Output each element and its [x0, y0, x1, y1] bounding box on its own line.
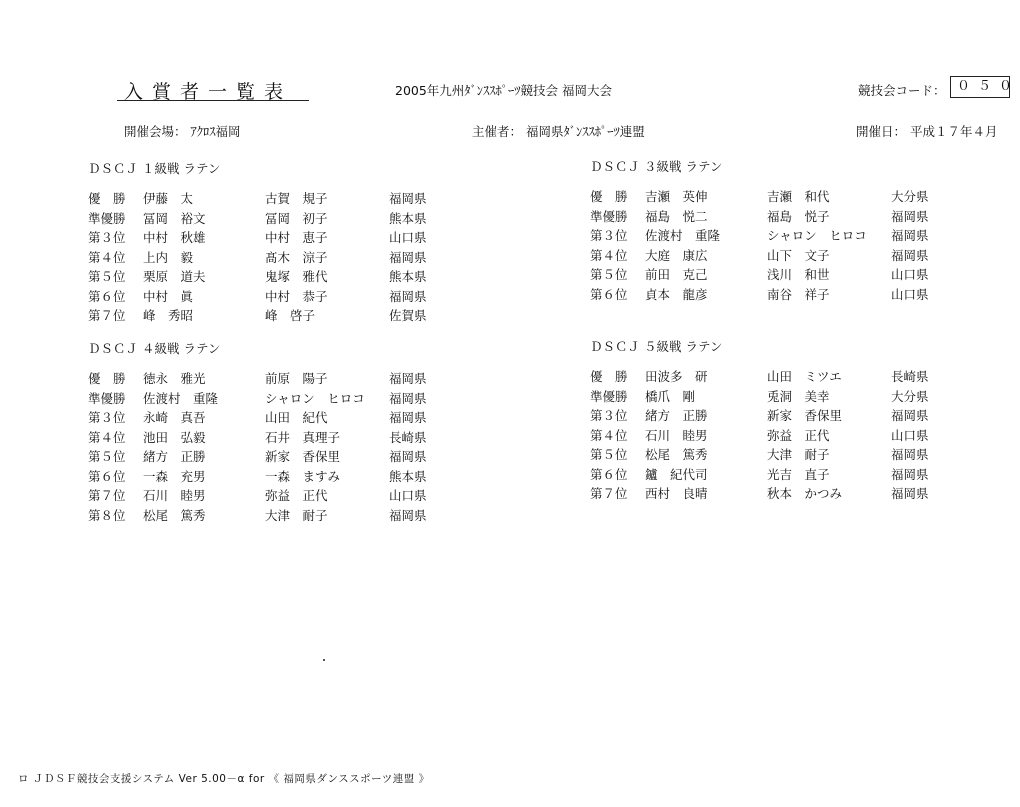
placing: 第６位 [590, 286, 628, 302]
leader-name: 栗原 道夫 [143, 269, 206, 284]
placing: 第７位 [590, 486, 628, 501]
partner-name: 鬼塚 雅代 [265, 269, 328, 284]
result-row [88, 389, 427, 409]
result-row [88, 189, 427, 209]
result-row [590, 484, 929, 504]
placing: 準優勝 [590, 208, 628, 224]
title-underline [117, 100, 309, 101]
partner-name: 南谷 祥子 [767, 286, 830, 302]
placing: 第３位 [88, 410, 126, 425]
footer-system-info: ロ ＪＤＳＦ競技会支援システム Ver 5.00－α for 《 福岡県ダンススポーツ連盟 》 [18, 773, 430, 785]
prefecture: 福岡県 [389, 507, 427, 523]
placing: 第３位 [590, 408, 628, 423]
partner-name: 中村 恭子 [265, 288, 328, 304]
placing: 準優勝 [88, 390, 126, 406]
leader-name: 緒方 正勝 [143, 449, 206, 464]
leader-name: 吉瀬 英伸 [645, 189, 708, 204]
section-title: ＤＳＣＪ ４級戦 ラテン [88, 341, 221, 356]
placing: 第５位 [590, 447, 628, 462]
result-row [88, 267, 427, 287]
prefecture: 熊本県 [389, 468, 427, 484]
result-row [88, 306, 427, 326]
partner-name: 弥益 正代 [265, 488, 328, 503]
leader-name: 佐渡村 重隆 [143, 390, 219, 406]
result-row [590, 367, 929, 387]
competition-code-label: 競技会コード： [858, 83, 946, 98]
prefecture: 大分県 [891, 388, 929, 404]
prefecture: 福岡県 [891, 208, 929, 224]
prefecture: 福岡県 [389, 390, 427, 406]
placing: 第４位 [88, 249, 126, 265]
leader-name: 一森 充男 [143, 468, 206, 484]
prefecture: 福岡県 [389, 249, 427, 265]
leader-name: 永崎 真吾 [143, 410, 206, 425]
result-row [88, 369, 427, 389]
leader-name: 大庭 康広 [645, 247, 708, 263]
partner-name: 新家 香保里 [265, 449, 341, 464]
section-class3-latin [590, 157, 929, 304]
result-row [590, 445, 929, 465]
placing: 第６位 [88, 468, 126, 484]
result-row [88, 506, 427, 526]
leader-name: 貞本 龍彦 [645, 286, 708, 302]
prefecture: 山口県 [389, 488, 427, 503]
prefecture: 山口県 [389, 230, 427, 245]
placing: 第７位 [88, 308, 126, 323]
placing: 優 勝 [590, 189, 628, 204]
leader-name: 西村 良晴 [645, 486, 708, 501]
partner-name: 兎洞 美幸 [767, 388, 830, 404]
leader-name: 石川 睦男 [645, 427, 708, 443]
prefecture: 大分県 [891, 189, 929, 204]
placing: 第５位 [88, 449, 126, 464]
partner-name: 吉瀬 和代 [767, 189, 830, 204]
placing: 第６位 [88, 288, 126, 304]
placing: 優 勝 [88, 191, 126, 206]
partner-name: 大津 耐子 [767, 447, 830, 462]
partner-name: シャロン ヒロコ [265, 390, 365, 406]
prefecture: 熊本県 [389, 269, 427, 284]
section-title: ＤＳＣＪ １級戦 ラテン [88, 161, 221, 176]
partner-name: 前原 陽子 [265, 371, 328, 386]
placing: 第８位 [88, 507, 126, 523]
partner-name: 浅川 和世 [767, 267, 830, 282]
result-row [590, 265, 929, 285]
venue: 開催会場： ｱｸﾛｽ福岡 [124, 124, 241, 139]
partner-name: 冨岡 初子 [265, 210, 328, 226]
leader-name: 池田 弘毅 [143, 429, 206, 445]
result-row [88, 408, 427, 428]
prefecture: 福岡県 [389, 191, 427, 206]
prefecture: 福岡県 [891, 408, 929, 423]
placing: 第５位 [88, 269, 126, 284]
result-row [88, 486, 427, 506]
leader-name: 福島 悦二 [645, 208, 708, 224]
leader-name: 佐渡村 重隆 [645, 228, 721, 243]
result-row [88, 447, 427, 467]
leader-name: 前田 克己 [645, 267, 708, 282]
partner-name: シャロン ヒロコ [767, 228, 867, 243]
leader-name: 鑪 紀代司 [645, 466, 708, 482]
partner-name: 弥益 正代 [767, 427, 830, 443]
partner-name: 中村 恵子 [265, 230, 328, 245]
document-title: 入賞者一覧表 [124, 81, 293, 103]
partner-name: 石井 真理子 [265, 429, 341, 445]
result-row [590, 406, 929, 426]
leader-name: 石川 睦男 [143, 488, 206, 503]
partner-name: 光吉 直子 [767, 466, 830, 482]
partner-name: 福島 悦子 [767, 208, 830, 224]
result-row [88, 467, 427, 487]
leader-name: 徳永 雅光 [143, 371, 206, 386]
leader-name: 緒方 正勝 [645, 408, 708, 423]
placing: 準優勝 [590, 388, 628, 404]
partner-name: 古賀 規子 [265, 191, 328, 206]
placing: 第４位 [590, 247, 628, 263]
partner-name: 大津 耐子 [265, 507, 328, 523]
result-row [88, 209, 427, 229]
partner-name: 峰 啓子 [265, 308, 316, 323]
result-row [590, 246, 929, 266]
prefecture: 福岡県 [389, 410, 427, 425]
partner-name: 一森 ますみ [265, 468, 341, 484]
placing: 第３位 [590, 228, 628, 243]
partner-name: 山下 文子 [767, 247, 830, 263]
prefecture: 福岡県 [891, 228, 929, 243]
result-row [88, 248, 427, 268]
placing: 第６位 [590, 466, 628, 482]
scan-dot [323, 659, 325, 661]
partner-name: 秋本 かつみ [767, 486, 843, 501]
prefecture: 山口県 [891, 427, 929, 443]
prefecture: 長崎県 [891, 369, 929, 384]
partner-name: 山田 紀代 [265, 410, 328, 425]
prefecture: 福岡県 [891, 247, 929, 263]
result-row [590, 387, 929, 407]
prefecture: 福岡県 [891, 466, 929, 482]
result-row [88, 428, 427, 448]
result-row [88, 228, 427, 248]
leader-name: 伊藤 太 [143, 191, 194, 206]
event-name: 2005年九州ﾀﾞﾝｽｽﾎﾟｰﾂ競技会 福岡大会 [395, 83, 613, 98]
placing: 準優勝 [88, 210, 126, 226]
placing: 優 勝 [590, 369, 628, 384]
partner-name: 新家 香保里 [767, 408, 843, 423]
section-class1-latin [88, 159, 427, 326]
organizer: 主催者： 福岡県ﾀﾞﾝｽｽﾎﾟｰﾂ連盟 [472, 124, 645, 139]
result-row [590, 285, 929, 305]
leader-name: 松尾 篤秀 [645, 447, 708, 462]
leader-name: 中村 秋雄 [143, 230, 206, 245]
result-row [590, 465, 929, 485]
competition-code-box: ０５０ [950, 76, 1010, 98]
prefecture: 福岡県 [389, 449, 427, 464]
placing: 第３位 [88, 230, 126, 245]
prefecture: 福岡県 [891, 486, 929, 501]
section-title: ＤＳＣＪ ３級戦 ラテン [590, 159, 723, 174]
placing: 優 勝 [88, 371, 126, 386]
placing: 第４位 [590, 427, 628, 443]
placing: 第７位 [88, 488, 126, 503]
prefecture: 山口県 [891, 286, 929, 302]
section-title: ＤＳＣＪ ５級戦 ラテン [590, 339, 723, 354]
result-row [88, 287, 427, 307]
placing: 第４位 [88, 429, 126, 445]
result-row [590, 187, 929, 207]
prefecture: 山口県 [891, 267, 929, 282]
partner-name: 髙木 涼子 [265, 249, 328, 265]
section-class5-latin [590, 337, 929, 504]
result-row [590, 207, 929, 227]
section-class4-latin [88, 339, 427, 525]
placing: 第５位 [590, 267, 628, 282]
leader-name: 田波多 研 [645, 369, 708, 384]
result-row [590, 226, 929, 246]
leader-name: 上内 毅 [143, 249, 194, 265]
prefecture: 福岡県 [891, 447, 929, 462]
result-row [590, 426, 929, 446]
leader-name: 峰 秀昭 [143, 308, 194, 323]
leader-name: 中村 眞 [143, 288, 194, 304]
prefecture: 長崎県 [389, 429, 427, 445]
event-date: 開催日： 平成１７年４月 [856, 124, 998, 139]
leader-name: 松尾 篤秀 [143, 507, 206, 523]
partner-name: 山田 ミツエ [767, 369, 842, 384]
prefecture: 熊本県 [389, 210, 427, 226]
prefecture: 福岡県 [389, 288, 427, 304]
prefecture: 佐賀県 [389, 308, 427, 323]
leader-name: 冨岡 裕文 [143, 210, 206, 226]
prefecture: 福岡県 [389, 371, 427, 386]
leader-name: 橋爪 剛 [645, 388, 696, 404]
